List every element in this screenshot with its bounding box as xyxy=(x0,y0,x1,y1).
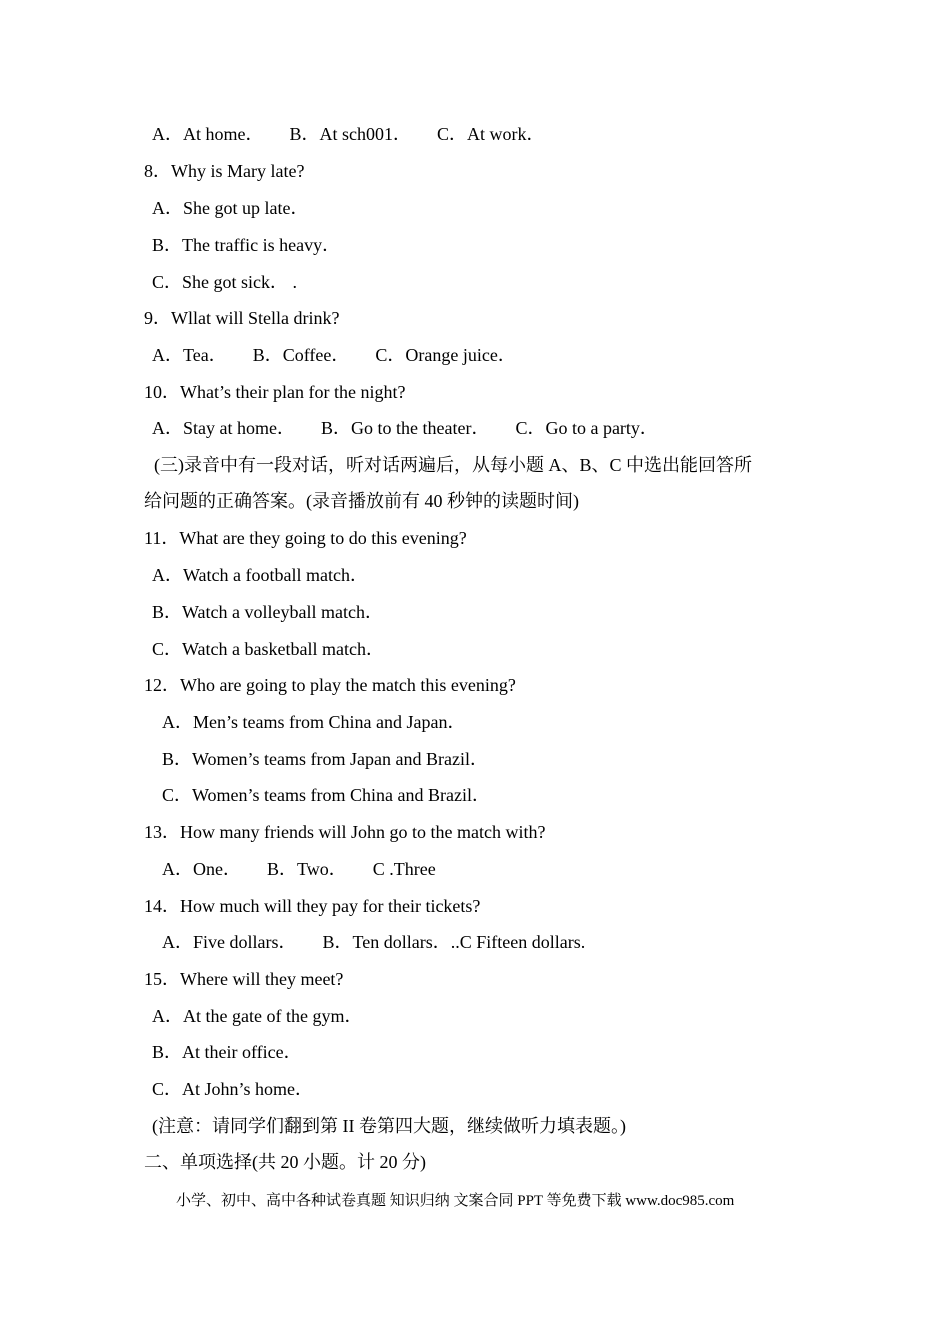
text-line: 二、单项选择(共 20 小题。计 20 分) xyxy=(144,1152,426,1172)
text-line: A．She got up late． xyxy=(152,198,309,218)
text-line: C．Women’s teams from China and Brazil． xyxy=(162,785,490,805)
answer-option: A．Tea． xyxy=(152,345,227,365)
text-line: B．Watch a volleyball match． xyxy=(152,602,383,622)
footer-watermark: 小学、初中、高中各种试卷真题 知识归纳 文案合同 PPT 等免费下载 www.doc985.com xyxy=(176,1193,735,1209)
text-line: 11．What are they going to do this evening? xyxy=(144,528,467,548)
text-line: (注意：请同学们翻到第 II 卷第四大题，继续做听力填表题。) xyxy=(152,1116,626,1136)
text-line: 10．What’s their plan for the night? xyxy=(144,382,406,402)
answer-option: B．Two． xyxy=(267,859,347,879)
text-line: 12．Who are going to play the match this evening? xyxy=(144,675,516,695)
text-line: A．At the gate of the gym． xyxy=(152,1006,363,1026)
text-line: B．Women’s teams from Japan and Brazil． xyxy=(162,749,488,769)
text-line: 9．Wllat will Stella drink? xyxy=(144,308,340,328)
answer-option: A．At home． xyxy=(152,124,264,144)
text-line: 14．How much will they pay for their tickets? xyxy=(144,896,481,916)
answer-option: B．Ten dollars．..C Fifteen dollars. xyxy=(322,932,586,952)
text-line: A．Men’s teams from China and Japan． xyxy=(162,712,466,732)
text-line: C．She got sick． . xyxy=(152,272,298,292)
answer-option: A．Five dollars． xyxy=(162,932,297,952)
text-line: 8．Why is Mary late? xyxy=(144,161,305,181)
option-row xyxy=(152,123,571,145)
answer-option: C．Orange juice． xyxy=(375,345,516,365)
text-line: B．At their office． xyxy=(152,1042,302,1062)
option-row xyxy=(162,858,462,880)
answer-option: C．Go to a party． xyxy=(515,418,658,438)
answer-option: C .Three xyxy=(372,859,436,879)
answer-option: A．One． xyxy=(162,859,241,879)
text-line: B．The traffic is heavy． xyxy=(152,235,341,255)
option-row xyxy=(152,344,542,366)
answer-option: B．Coffee． xyxy=(252,345,350,365)
answer-option: B．Go to the theater． xyxy=(320,418,490,438)
text-line: C．At John’s home． xyxy=(152,1079,314,1099)
option-row xyxy=(152,417,684,439)
answer-option: C．At work． xyxy=(437,124,545,144)
answer-option: B．At sch001． xyxy=(289,124,411,144)
answer-option: A．Stay at home． xyxy=(152,418,295,438)
text-line: 15．Where will they meet? xyxy=(144,969,344,989)
option-row xyxy=(162,931,611,953)
text-line: A．Watch a football match． xyxy=(152,565,368,585)
text-line: (三)录音中有一段对话，听对话两遍后，从每小题 A、B、C 中选出能回答所 xyxy=(154,455,752,475)
text-line: 给问题的正确答案。(录音播放前有 40 秒钟的读题时间) xyxy=(144,491,579,511)
text-line: 13．How many friends will John go to the match with? xyxy=(144,822,546,842)
text-line: C．Watch a basketball match． xyxy=(152,639,384,659)
